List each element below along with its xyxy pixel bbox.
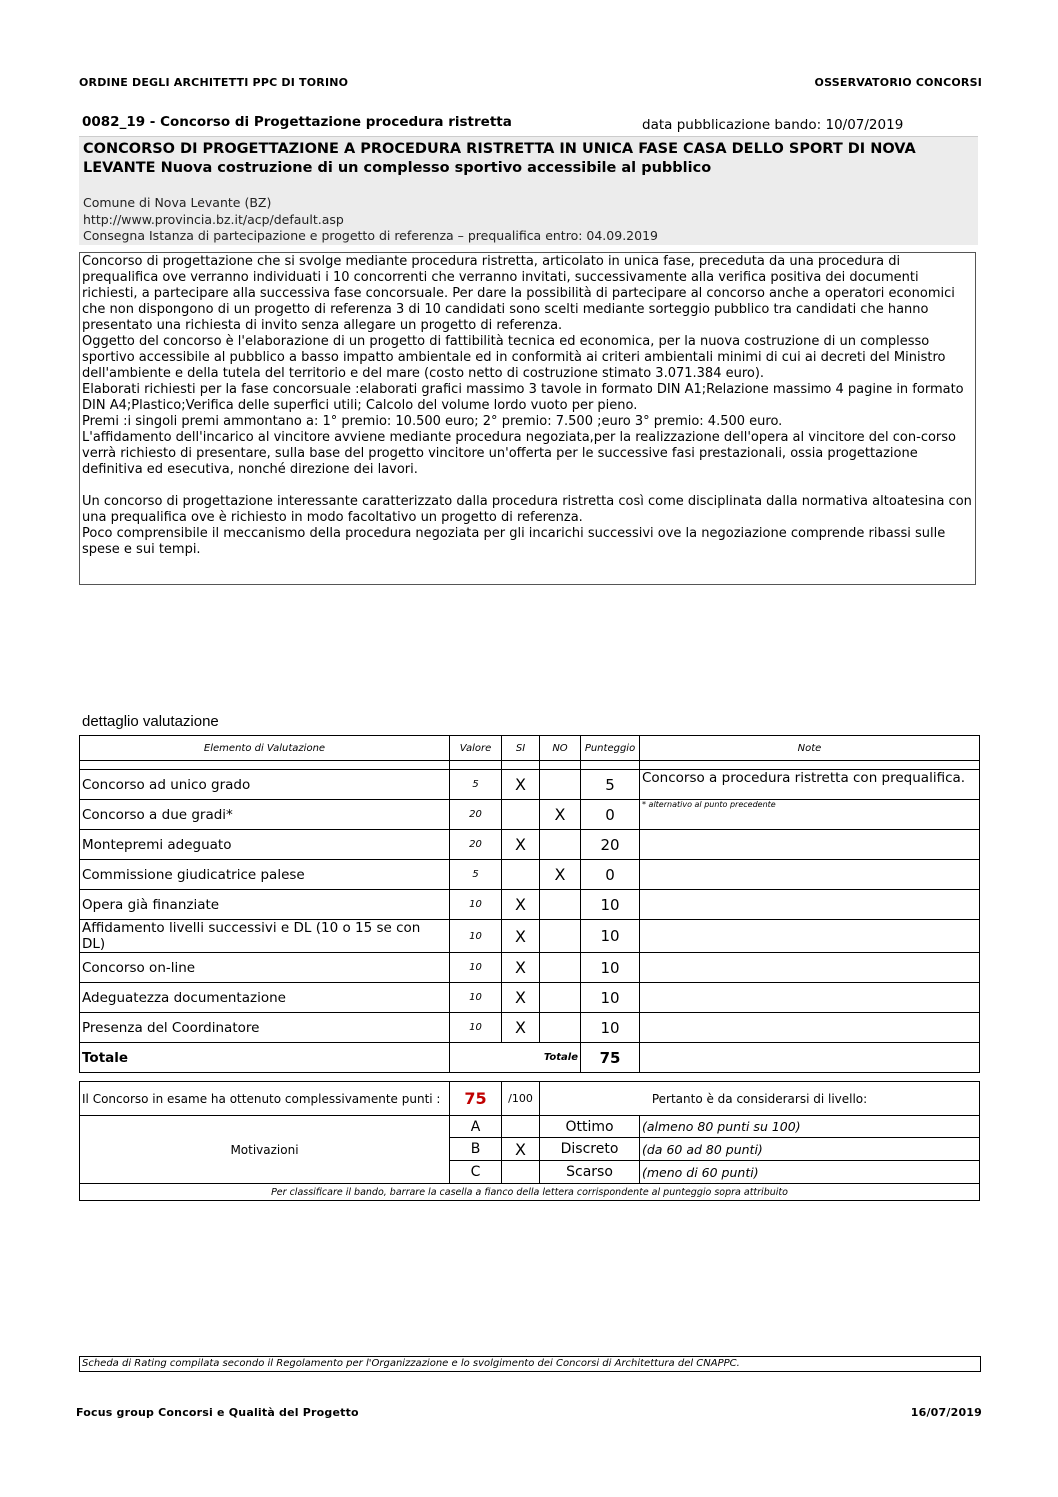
description-paragraph: Premi :i singoli premi ammontano a: 1° premio: 10.500 euro; 2° premio: 7.500 ;euro 3° premio: 4.500 euro. bbox=[82, 414, 783, 429]
row-element: Affidamento livelli successivi e DL (10 o 15 se con DL) bbox=[80, 920, 450, 953]
row-score: 0 bbox=[581, 800, 640, 830]
row-value: 10 bbox=[450, 983, 502, 1013]
level-row bbox=[80, 1116, 980, 1138]
row-note bbox=[640, 983, 980, 1013]
description-paragraph: Poco comprensibile il meccanismo della procedura negoziata per gli incarichi successivi ove la negoziazione comprende ribassi sulle spese e sui tempi. bbox=[82, 526, 946, 557]
table-row bbox=[80, 920, 980, 953]
row-value: 5 bbox=[450, 770, 502, 800]
row-element: Commissione giudicatrice palese bbox=[80, 860, 450, 890]
level-name: Ottimo bbox=[540, 1116, 640, 1138]
description-paragraph: L'affidamento dell'incarico al vincitore avviene mediante procedura negoziata,per la realizzazione dell'opera al vincitore del con-corso verrà richiesto di presentare, sulla base del progetto vincitore un'offerta per le successive fasi prestazionali, ossia progettazione definitiva ed esecutiva, nonché direzione dei lavori. bbox=[82, 430, 956, 477]
row-value: 10 bbox=[450, 1013, 502, 1043]
contest-title-line2: LEVANTE Nuova costruzione di un complesso sportivo accessibile al pubblico bbox=[83, 160, 712, 176]
row-no-mark bbox=[540, 1013, 581, 1043]
classification-instruction: Per classificare il bando, barrare la casella a fianco della lettera corrispondente al punteggio sopra attribuito bbox=[80, 1184, 980, 1201]
row-score: 10 bbox=[581, 890, 640, 920]
row-no-mark bbox=[540, 983, 581, 1013]
row-si-mark: X bbox=[502, 890, 540, 920]
level-mark[interactable]: X bbox=[502, 1138, 540, 1161]
table-row bbox=[80, 953, 980, 983]
table-row bbox=[80, 1013, 980, 1043]
description-paragraph: Concorso di progettazione che si svolge mediante procedura ristretta, articolato in unica fase, preceduta da una procedura di prequalifica ove verranno individuati i 10 concorrenti che verranno invitati, successivamente alla verifica positiva dei documenti richiesti, a partecipare alla successiva fase concorsuale. Per dare la possibilità di partecipare al concorso anche a operatori economici che non dispongono di un progetto di referenza 3 di 10 candidati sono scelti mediante sorteggio pubblico tra candidati che hanno presentato una richiesta di invito senza allegare un progetto di referenza. bbox=[82, 254, 955, 333]
contest-url[interactable]: http://www.provincia.bz.it/acp/default.asp bbox=[83, 212, 344, 227]
footer-group: Focus group Concorsi e Qualità del Progetto bbox=[76, 1406, 359, 1419]
row-note bbox=[640, 1013, 980, 1043]
row-value: 5 bbox=[450, 860, 502, 890]
row-no-mark bbox=[540, 770, 581, 800]
table-row bbox=[80, 770, 980, 800]
contest-info-box bbox=[79, 136, 978, 245]
level-name: Scarso bbox=[540, 1161, 640, 1184]
row-score: 10 bbox=[581, 920, 640, 953]
evaluation-header-row bbox=[80, 736, 980, 761]
instruction-row bbox=[80, 1184, 980, 1201]
row-note bbox=[640, 920, 980, 953]
row-no-mark: X bbox=[540, 800, 581, 830]
row-score: 5 bbox=[581, 770, 640, 800]
row-element: Opera già finanziate bbox=[80, 890, 450, 920]
contest-entity: Comune di Nova Levante (BZ) bbox=[83, 195, 272, 210]
row-si-mark: X bbox=[502, 830, 540, 860]
level-mark[interactable] bbox=[502, 1161, 540, 1184]
column-header: SI bbox=[502, 736, 540, 761]
row-si-mark: X bbox=[502, 983, 540, 1013]
column-header: Note bbox=[640, 736, 980, 761]
row-score: 10 bbox=[581, 953, 640, 983]
row-note bbox=[640, 953, 980, 983]
table-row bbox=[80, 800, 980, 830]
row-si-mark bbox=[502, 800, 540, 830]
row-si-mark: X bbox=[502, 1013, 540, 1043]
evaluation-table bbox=[79, 735, 980, 1073]
total-label: Totale bbox=[80, 1043, 450, 1073]
header-organization: ORDINE DEGLI ARCHITETTI PPC DI TORINO bbox=[79, 76, 349, 89]
row-score: 10 bbox=[581, 1013, 640, 1043]
row-element: Concorso a due gradi* bbox=[80, 800, 450, 830]
level-name: Discreto bbox=[540, 1138, 640, 1161]
level-letter: A bbox=[450, 1116, 502, 1138]
row-si-mark bbox=[502, 860, 540, 890]
row-no-mark bbox=[540, 830, 581, 860]
rating-note: Scheda di Rating compilata secondo il Regolamento per l'Organizzazione e lo svolgimento dei Concorsi di Architettura del CNAPPC. bbox=[79, 1356, 981, 1372]
points-label: Il Concorso in esame ha ottenuto complessivamente punti : bbox=[80, 1082, 450, 1116]
row-element: Concorso ad unico grado bbox=[80, 770, 450, 800]
table-row bbox=[80, 890, 980, 920]
description-paragraph: Elaborati richiesti per la fase concorsuale :elaborati grafici massimo 3 tavole in formato DIN A1;Relazione massimo 4 pagine in formato DIN A4;Plastico;Verifica delle superfici utili; Calcolo del volume lordo vuoto per pieno. bbox=[82, 382, 964, 413]
table-row bbox=[80, 860, 980, 890]
row-score: 10 bbox=[581, 983, 640, 1013]
row-element: Concorso on-line bbox=[80, 953, 450, 983]
level-letter: C bbox=[450, 1161, 502, 1184]
row-value: 10 bbox=[450, 953, 502, 983]
evaluation-heading: dettaglio valutazione bbox=[82, 713, 219, 730]
row-no-mark bbox=[540, 953, 581, 983]
publication-date: data pubblicazione bando: 10/07/2019 bbox=[642, 117, 904, 133]
row-note: Concorso a procedura ristretta con prequalifica. bbox=[640, 770, 980, 800]
row-score: 0 bbox=[581, 860, 640, 890]
points-value: 75 bbox=[450, 1082, 502, 1116]
row-note: * alternativo al punto precedente bbox=[640, 800, 980, 830]
motivations-label: Motivazioni bbox=[80, 1116, 450, 1184]
row-si-mark: X bbox=[502, 953, 540, 983]
level-range: (almeno 80 punti su 100) bbox=[640, 1116, 980, 1138]
row-element: Adeguatezza documentazione bbox=[80, 983, 450, 1013]
column-header: Valore bbox=[450, 736, 502, 761]
total-label-italic: Totale bbox=[450, 1043, 581, 1073]
column-header: Elemento di Valutazione bbox=[80, 736, 450, 761]
level-range: (meno di 60 punti) bbox=[640, 1161, 980, 1184]
classification-table bbox=[79, 1081, 980, 1201]
row-element: Presenza del Coordinatore bbox=[80, 1013, 450, 1043]
level-label: Pertanto è da considerarsi di livello: bbox=[540, 1082, 980, 1116]
points-row bbox=[80, 1082, 980, 1116]
total-row bbox=[80, 1043, 980, 1073]
contest-deadline: Consegna Istanza di partecipazione e progetto di referenza – prequalifica entro: 04.09.2019 bbox=[83, 228, 658, 243]
description-box bbox=[79, 252, 976, 585]
row-no-mark: X bbox=[540, 860, 581, 890]
row-no-mark bbox=[540, 890, 581, 920]
table-row bbox=[80, 830, 980, 860]
header-observatory: OSSERVATORIO CONCORSI bbox=[814, 76, 982, 89]
footer-date: 16/07/2019 bbox=[910, 1406, 982, 1419]
row-value: 10 bbox=[450, 920, 502, 953]
points-max: /100 bbox=[502, 1082, 540, 1116]
row-si-mark: X bbox=[502, 920, 540, 953]
row-value: 20 bbox=[450, 800, 502, 830]
row-si-mark: X bbox=[502, 770, 540, 800]
row-element: Montepremi adeguato bbox=[80, 830, 450, 860]
contest-code: 0082_19 - Concorso di Progettazione procedura ristretta bbox=[82, 114, 512, 130]
level-range: (da 60 ad 80 punti) bbox=[640, 1138, 980, 1161]
level-letter: B bbox=[450, 1138, 502, 1161]
row-value: 10 bbox=[450, 890, 502, 920]
row-note bbox=[640, 860, 980, 890]
row-note bbox=[640, 830, 980, 860]
column-header: NO bbox=[540, 736, 581, 761]
row-no-mark bbox=[540, 920, 581, 953]
level-mark[interactable] bbox=[502, 1116, 540, 1138]
row-value: 20 bbox=[450, 830, 502, 860]
description-paragraph: Un concorso di progettazione interessante caratterizzato dalla procedura ristretta così come disciplinata dalla normativa altoatesina con una prequalifica ove è richiesto in modo facoltativo un progetto di referenza. bbox=[82, 494, 972, 525]
contest-title-line1: CONCORSO DI PROGETTAZIONE A PROCEDURA RISTRETTA IN UNICA FASE CASA DELLO SPORT DI NOVA bbox=[83, 141, 916, 157]
row-note bbox=[640, 890, 980, 920]
description-paragraph: Oggetto del concorso è l'elaborazione di un progetto di fattibilità tecnica ed economica, per la nuova costruzione di un complesso sportivo accessibile al pubblico a basso impatto ambientale ed in conformità ai criteri ambientali minimi di cui ai decreti del Ministro dell'ambiente e della tutela del territorio e del mare (costo netto di costruzione stimato 3.071.384 euro). bbox=[82, 334, 946, 381]
row-score: 20 bbox=[581, 830, 640, 860]
column-header: Punteggio bbox=[581, 736, 640, 761]
total-score: 75 bbox=[581, 1043, 640, 1073]
table-row bbox=[80, 983, 980, 1013]
